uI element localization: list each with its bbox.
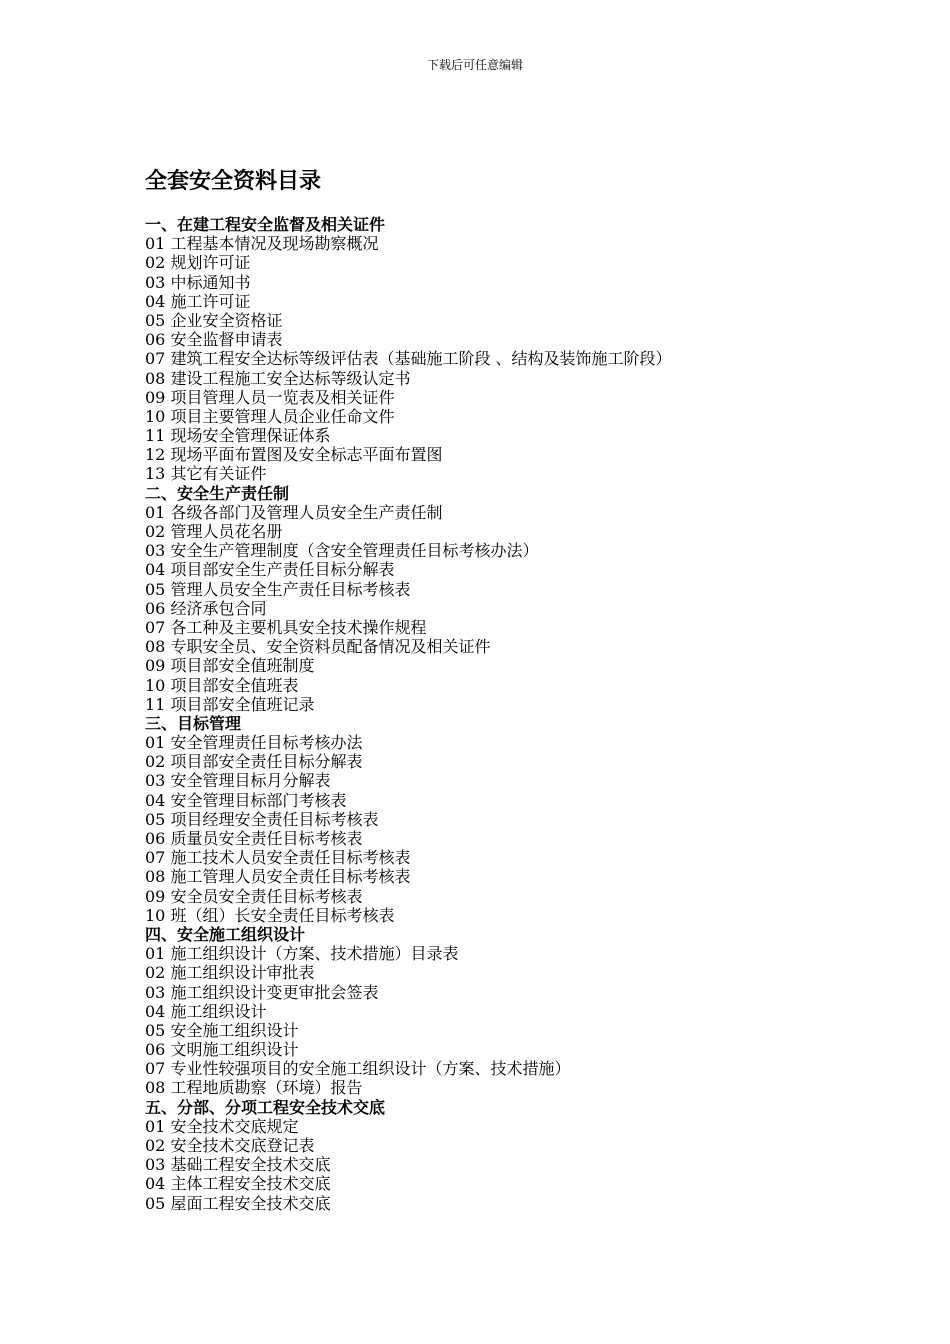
- toc-item: 01 工程基本情况及现场勘察概况: [145, 234, 379, 254]
- toc-item: 07 各工种及主要机具安全技术操作规程: [145, 617, 427, 637]
- toc-item: 04 施工许可证: [145, 291, 251, 311]
- toc-item: 02 施工组织设计审批表: [145, 963, 315, 983]
- toc-item: 06 文明施工组织设计: [145, 1040, 299, 1060]
- document-title: 全套安全资料目录: [145, 169, 322, 194]
- toc-item: 09 项目管理人员一览表及相关证件: [145, 387, 395, 407]
- toc-item: 03 中标通知书: [145, 272, 251, 292]
- toc-item: 06 经济承包合同: [145, 598, 267, 618]
- toc-item: 03 基础工程安全技术交底: [145, 1155, 331, 1175]
- toc-item: 04 主体工程安全技术交底: [145, 1174, 331, 1194]
- toc-item: 01 安全技术交底规定: [145, 1116, 299, 1136]
- toc-item: 05 安全施工组织设计: [145, 1020, 299, 1040]
- toc-item: 09 项目部安全值班制度: [145, 656, 315, 676]
- toc-item: 11 现场安全管理保证体系: [145, 426, 331, 446]
- toc-item: 06 安全监督申请表: [145, 330, 283, 350]
- toc-item: 10 项目部安全值班表: [145, 675, 299, 695]
- toc-item: 03 安全管理目标月分解表: [145, 771, 331, 791]
- toc-item: 01 施工组织设计（方案、技术措施）目录表: [145, 944, 459, 964]
- toc-item: 04 施工组织设计: [145, 1001, 267, 1021]
- toc-item: 11 项目部安全值班记录: [145, 694, 315, 714]
- toc-item: 07 施工技术人员安全责任目标考核表: [145, 848, 411, 868]
- toc-item: 08 工程地质勘察（环境）报告: [145, 1078, 363, 1098]
- toc-item: 09 安全员安全责任目标考核表: [145, 886, 363, 906]
- section-heading: 二、安全生产责任制: [145, 483, 290, 503]
- toc-item: 13 其它有关证件: [145, 464, 267, 484]
- toc-item: 05 屋面工程安全技术交底: [145, 1193, 331, 1213]
- toc-item: 10 项目主要管理人员企业任命文件: [145, 406, 395, 426]
- toc-item: 03 安全生产管理制度（含安全管理责任目标考核办法）: [145, 541, 539, 561]
- section-heading: 五、分部、分项工程安全技术交底: [145, 1097, 386, 1117]
- toc-item: 02 管理人员花名册: [145, 522, 283, 541]
- toc-item: 07 建筑工程安全达标等级评估表（基础施工阶段 、结构及装饰施工阶段）: [145, 349, 672, 369]
- toc-item: 05 管理人员安全生产责任目标考核表: [145, 579, 411, 599]
- header-note: 下载后可任意编辑: [426, 58, 523, 72]
- toc-item: 01 安全管理责任目标考核办法: [145, 733, 363, 753]
- toc-item: 03 施工组织设计变更审批会签表: [145, 982, 379, 1002]
- toc-item: 02 安全技术交底登记表: [145, 1136, 315, 1155]
- toc-item: 06 质量员安全责任目标考核表: [145, 829, 363, 848]
- toc-item: 05 项目经理安全责任目标考核表: [145, 809, 379, 829]
- toc-item: 10 班（组）长安全责任目标考核表: [145, 905, 395, 925]
- toc-item: 08 施工管理人员安全责任目标考核表: [145, 867, 411, 887]
- section-heading: 三、目标管理: [145, 713, 242, 733]
- toc-item: 02 规划许可证: [145, 253, 251, 273]
- toc-item: 04 项目部安全生产责任目标分解表: [145, 560, 395, 580]
- toc-item: 05 企业安全资格证: [145, 310, 283, 330]
- toc-item: 07 专业性较强项目的安全施工组织设计（方案、技术措施）: [145, 1059, 571, 1079]
- section-heading: 四、安全施工组织设计: [145, 924, 306, 944]
- toc-item: 04 安全管理目标部门考核表: [145, 790, 347, 810]
- toc-item: 08 专职安全员、安全资料员配备情况及相关证件: [145, 637, 491, 657]
- toc-item: 12 现场平面布置图及安全标志平面布置图: [145, 445, 443, 465]
- toc-item: 02 项目部安全责任目标分解表: [145, 752, 363, 772]
- toc-item: 08 建设工程施工安全达标等级认定书: [145, 368, 411, 388]
- toc-item: 01 各级各部门及管理人员安全生产责任制: [145, 502, 443, 522]
- table-of-contents: [145, 215, 845, 1213]
- section-heading: 一、在建工程安全监督及相关证件: [145, 215, 386, 234]
